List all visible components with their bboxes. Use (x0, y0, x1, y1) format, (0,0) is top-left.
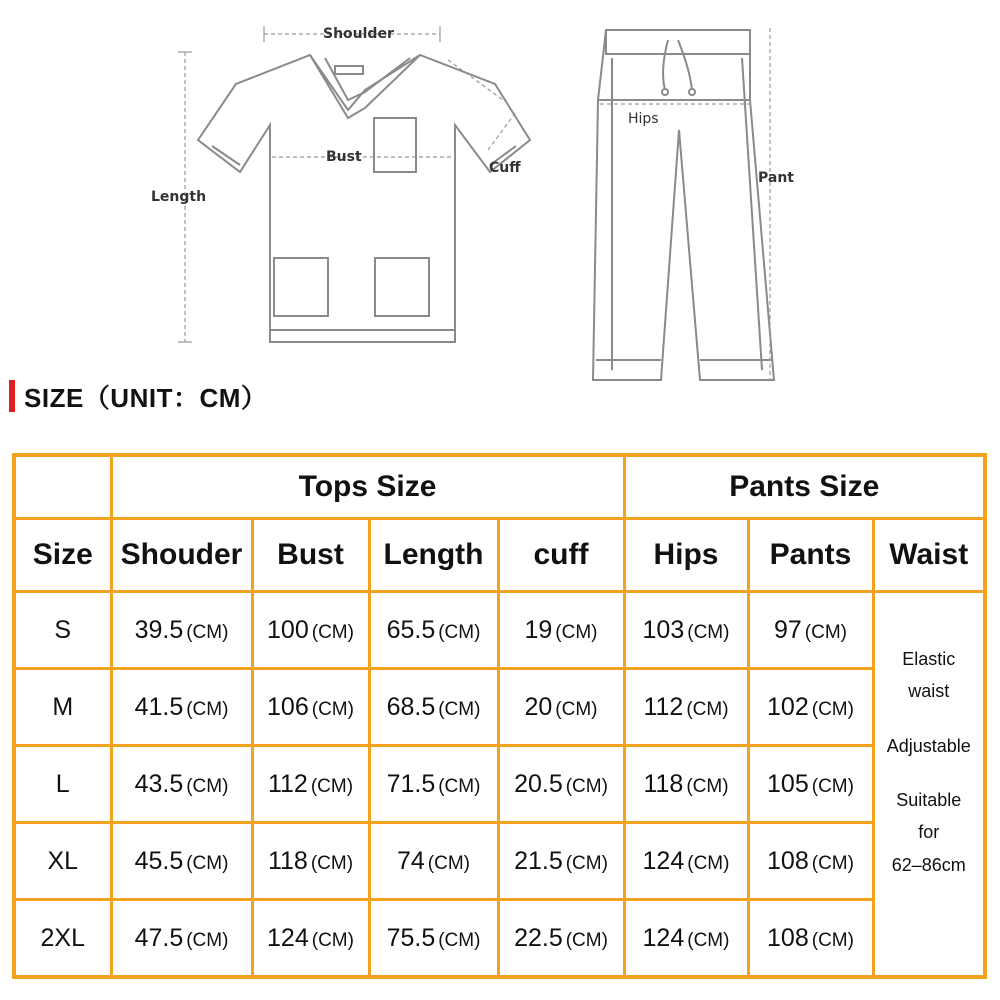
waist-note-line: Suitable (896, 790, 962, 810)
shoulder-cell: 39.5 (CM) (111, 592, 252, 669)
waist-note-line: waist (908, 681, 950, 702)
bust-cell: 100 (CM) (252, 592, 369, 669)
bust-cell: 118 (CM) (252, 823, 369, 900)
header-size: Size (14, 519, 111, 592)
bust-cell: 112 (CM) (252, 746, 369, 823)
waist-note-line: Elastic (902, 648, 956, 669)
measurement-diagram (0, 0, 1000, 390)
header-cuff: cuff (498, 519, 624, 592)
top-dimension-lines (185, 34, 516, 342)
hips-label: Hips (628, 111, 659, 127)
bust-label: Bust (326, 149, 362, 165)
hips-cell: 112 (CM) (624, 669, 748, 746)
length-cell: 74 (CM) (369, 823, 498, 900)
pants-cell: 108 (CM) (748, 823, 873, 900)
header-waist: Waist (873, 519, 985, 592)
bust-cell: 106 (CM) (252, 669, 369, 746)
hips-cell: 118 (CM) (624, 746, 748, 823)
hips-cell: 124 (CM) (624, 823, 748, 900)
size-chart-table (12, 453, 987, 979)
header-shoulder: Shouder (111, 519, 252, 592)
pants-cell: 108 (CM) (748, 900, 873, 978)
shoulder-cell: 45.5 (CM) (111, 823, 252, 900)
header-pants: Pants (748, 519, 873, 592)
table-row (14, 746, 985, 823)
table-row (14, 669, 985, 746)
shoulder-cell: 47.5 (CM) (111, 900, 252, 978)
shoulder-cell: 43.5 (CM) (111, 746, 252, 823)
header-hips: Hips (624, 519, 748, 592)
table-row (14, 592, 985, 669)
waist-note-line: 62–86cm (891, 854, 966, 875)
waist-note-cell (873, 592, 985, 978)
cuff-cell: 20 (CM) (498, 669, 624, 746)
column-header-row (14, 519, 985, 592)
length-label: Length (151, 189, 207, 205)
header-bust: Bust (252, 519, 369, 592)
size-cell: L (14, 746, 111, 823)
table-row (14, 823, 985, 900)
size-cell: 2XL (14, 900, 111, 978)
hips-cell: 103 (CM) (624, 592, 748, 669)
waist-note-line: Adjustable (886, 735, 971, 756)
group-header-row (14, 455, 985, 519)
waist-note-line: for (918, 822, 940, 843)
pants-size-group: Pants Size (624, 455, 985, 519)
size-heading (9, 378, 267, 414)
scrub-top-outline (198, 55, 530, 342)
pants-cell: 102 (CM) (748, 669, 873, 746)
shoulder-label: Shoulder (323, 26, 394, 42)
pants-outline (593, 30, 774, 380)
heading-accent-bar (9, 380, 15, 412)
header-length: Length (369, 519, 498, 592)
table-row (14, 900, 985, 978)
cuff-cell: 19 (CM) (498, 592, 624, 669)
hips-cell: 124 (CM) (624, 900, 748, 978)
size-cell: S (14, 592, 111, 669)
pant-label: Pant (758, 170, 794, 186)
pants-cell: 97 (CM) (748, 592, 873, 669)
cuff-cell: 22.5 (CM) (498, 900, 624, 978)
corner-cell (14, 455, 111, 519)
pants-cell: 105 (CM) (748, 746, 873, 823)
cuff-label: Cuff (489, 160, 521, 176)
size-heading-text: SIZE（UNIT：CM） (24, 382, 268, 413)
cuff-cell: 20.5 (CM) (498, 746, 624, 823)
tops-size-group: Tops Size (111, 455, 624, 519)
length-cell: 68.5 (CM) (369, 669, 498, 746)
shoulder-cell: 41.5 (CM) (111, 669, 252, 746)
cuff-cell: 21.5 (CM) (498, 823, 624, 900)
size-cell: M (14, 669, 111, 746)
length-cell: 71.5 (CM) (369, 746, 498, 823)
size-cell: XL (14, 823, 111, 900)
bust-cell: 124 (CM) (252, 900, 369, 978)
length-cell: 65.5 (CM) (369, 592, 498, 669)
length-cell: 75.5 (CM) (369, 900, 498, 978)
